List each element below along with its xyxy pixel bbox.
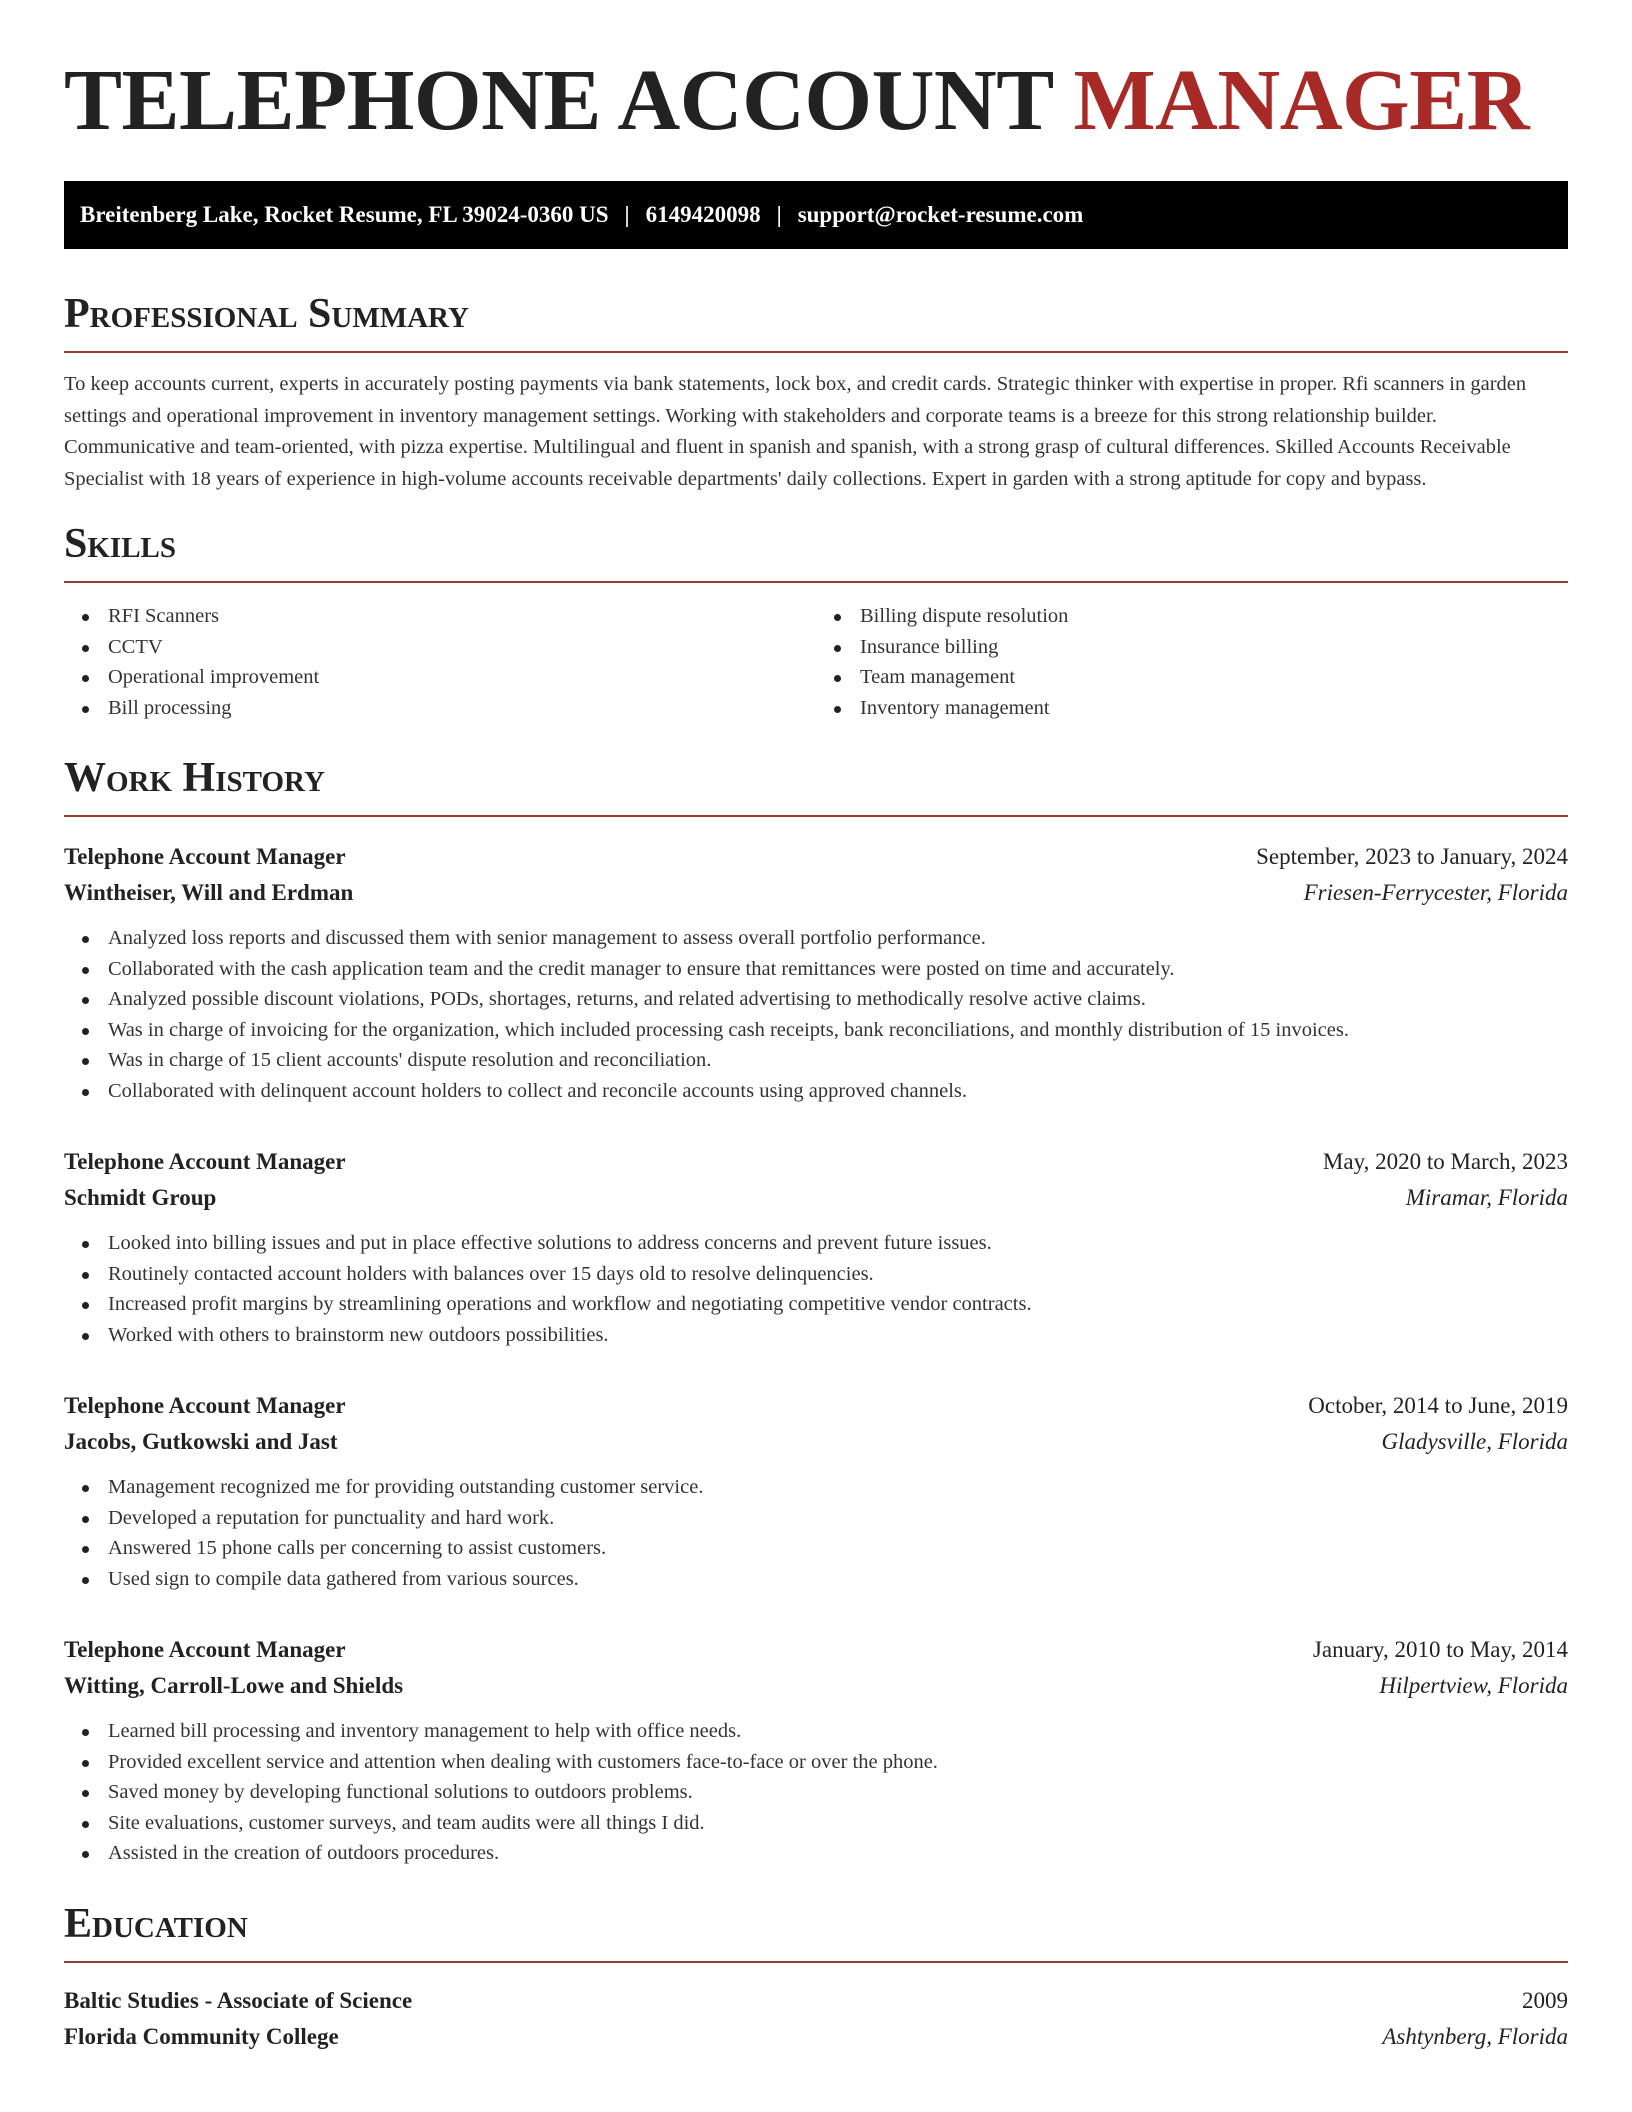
job-company: Schmidt Group [64,1185,217,1210]
skill-item: Insurance billing [816,632,1568,663]
education-location: Ashtynberg, Florida [1382,2023,1568,2049]
contact-phone[interactable]: 6149420098 [645,202,761,227]
contact-bar [64,181,1568,249]
name-last: MANAGER [1073,51,1530,148]
education-entry [64,1983,1568,2055]
skill-item: Billing dispute resolution [816,601,1568,632]
job-bullet: Assisted in the creation of outdoors procedures. [64,1838,1568,1869]
skill-item: Operational improvement [64,662,816,693]
job-title: Telephone Account Manager [64,1637,346,1662]
summary-heading: Professional Summary [64,291,469,337]
job-bullet: Worked with others to brainstorm new outdoors possibilities. [64,1320,1568,1351]
skill-item: Bill processing [64,693,816,724]
job-bullet: Management recognized me for providing outstanding customer service. [64,1472,1568,1503]
skills-columns [64,601,1568,723]
job-company-row [64,875,1568,911]
job-bullets [64,923,1568,1106]
job-bullet: Analyzed possible discount violations, PODs, shortages, returns, and related advertising to methodically resolve active claims. [64,984,1568,1015]
job-title: Telephone Account Manager [64,1149,346,1174]
job-dates: September, 2023 to January, 2024 [1256,844,1568,869]
job-bullet: Analyzed loss reports and discussed them with senior management to assess overall portfolio performance. [64,923,1568,954]
skill-item: Inventory management [816,693,1568,724]
job-bullet: Provided excellent service and attention when dealing with customers face-to-face or over the phone. [64,1747,1568,1778]
education-heading: Education [64,1900,248,1947]
job-bullet: Was in charge of 15 client accounts' dispute resolution and reconciliation. [64,1045,1568,1076]
job-bullet: Developed a reputation for punctuality and hard work. [64,1503,1568,1534]
resume-name-heading [64,51,1568,148]
job-company-row [64,1668,1568,1704]
contact-separator: | [624,202,630,227]
job-bullets [64,1228,1568,1350]
job-entry [64,1632,1568,1869]
work-history-heading: Work History [64,755,325,801]
job-location: Friesen-Ferrycester, Florida [1303,880,1568,905]
section-divider [64,351,1568,353]
job-company: Witting, Carroll-Lowe and Shields [64,1673,404,1698]
job-bullet: Learned bill processing and inventory management to help with office needs. [64,1716,1568,1747]
education-year: 2009 [1522,1987,1568,2013]
summary-section [64,293,1568,495]
contact-separator: | [776,202,782,227]
job-entry [64,1388,1568,1594]
contact-address: Breitenberg Lake, Rocket Resume, FL 39024-0360 US [80,202,609,227]
skills-section [64,523,1568,723]
job-company-row [64,1180,1568,1216]
education-header-row [64,1983,1568,2019]
name-first: TELEPHONE ACCOUNT [64,51,1053,148]
job-dates: January, 2010 to May, 2014 [1312,1637,1568,1662]
job-bullet: Site evaluations, customer surveys, and team audits were all things I did. [64,1808,1568,1839]
contact-email[interactable]: support@rocket-resume.com [797,202,1084,227]
section-divider [64,815,1568,817]
skill-item: Team management [816,662,1568,693]
job-location: Miramar, Florida [1405,1185,1568,1210]
job-bullet: Looked into billing issues and put in place effective solutions to address concerns and prevent future issues. [64,1228,1568,1259]
job-bullets [64,1716,1568,1869]
job-bullet: Collaborated with delinquent account holders to collect and reconcile accounts using approved channels. [64,1076,1568,1107]
education-school-row [64,2019,1568,2055]
summary-text: To keep accounts current, experts in accurately posting payments via bank statements, lock box, and credit cards. Strategic thinker with expertise in proper. Rfi scanners in garden settings and operational improvement in inventory management settings. Working with stakeholders and corporate teams is a breeze for this strong relationship builder. Communicative and team-oriented, with pizza expertise. Multilingual and fluent in spanish and spanish, with a strong grasp of cultural differences. Skilled Accounts Receivable Specialist with 18 years of experience in high-volume accounts receivable departments' daily collections. Expert in garden with a strong aptitude for copy and bypass. [64,373,1527,490]
section-divider [64,1961,1568,1963]
job-location: Hilpertview, Florida [1379,1673,1568,1698]
job-header-row [64,1632,1568,1668]
job-location: Gladysville, Florida [1381,1429,1568,1454]
job-bullet: Increased profit margins by streamlining operations and workflow and negotiating competitive vendor contracts. [64,1289,1568,1320]
job-bullet: Was in charge of invoicing for the organization, which included processing cash receipts, bank reconciliations, and monthly distribution of 15 invoices. [64,1015,1568,1046]
job-dates: October, 2014 to June, 2019 [1308,1393,1568,1418]
job-title: Telephone Account Manager [64,844,346,869]
job-header-row [64,1144,1568,1180]
job-dates: May, 2020 to March, 2023 [1322,1149,1568,1174]
job-header-row [64,1388,1568,1424]
job-bullet: Collaborated with the cash application team and the credit manager to ensure that remittances were posted on time and accurately. [64,954,1568,985]
job-company-row [64,1424,1568,1460]
education-degree: Baltic Studies - Associate of Science [64,1987,413,2013]
education-section [64,1900,1568,2055]
job-bullet: Routinely contacted account holders with balances over 15 days old to resolve delinquencies. [64,1259,1568,1290]
skill-item: CCTV [64,632,816,663]
job-company: Wintheiser, Will and Erdman [64,880,354,905]
job-bullets [64,1472,1568,1594]
job-company: Jacobs, Gutkowski and Jast [64,1429,338,1454]
skills-list-left [64,601,816,723]
job-title: Telephone Account Manager [64,1393,346,1418]
skill-item: RFI Scanners [64,601,816,632]
skills-heading: Skills [64,521,177,567]
section-divider [64,581,1568,583]
job-bullet: Saved money by developing functional solutions to outdoors problems. [64,1777,1568,1808]
job-header-row [64,839,1568,875]
job-bullet: Answered 15 phone calls per concerning to assist customers. [64,1533,1568,1564]
education-school: Florida Community College [64,2023,339,2049]
work-history-section [64,757,1568,1869]
job-entry [64,1144,1568,1350]
job-bullet: Used sign to compile data gathered from various sources. [64,1564,1568,1595]
skills-list-right [816,601,1568,723]
job-entry [64,839,1568,1106]
